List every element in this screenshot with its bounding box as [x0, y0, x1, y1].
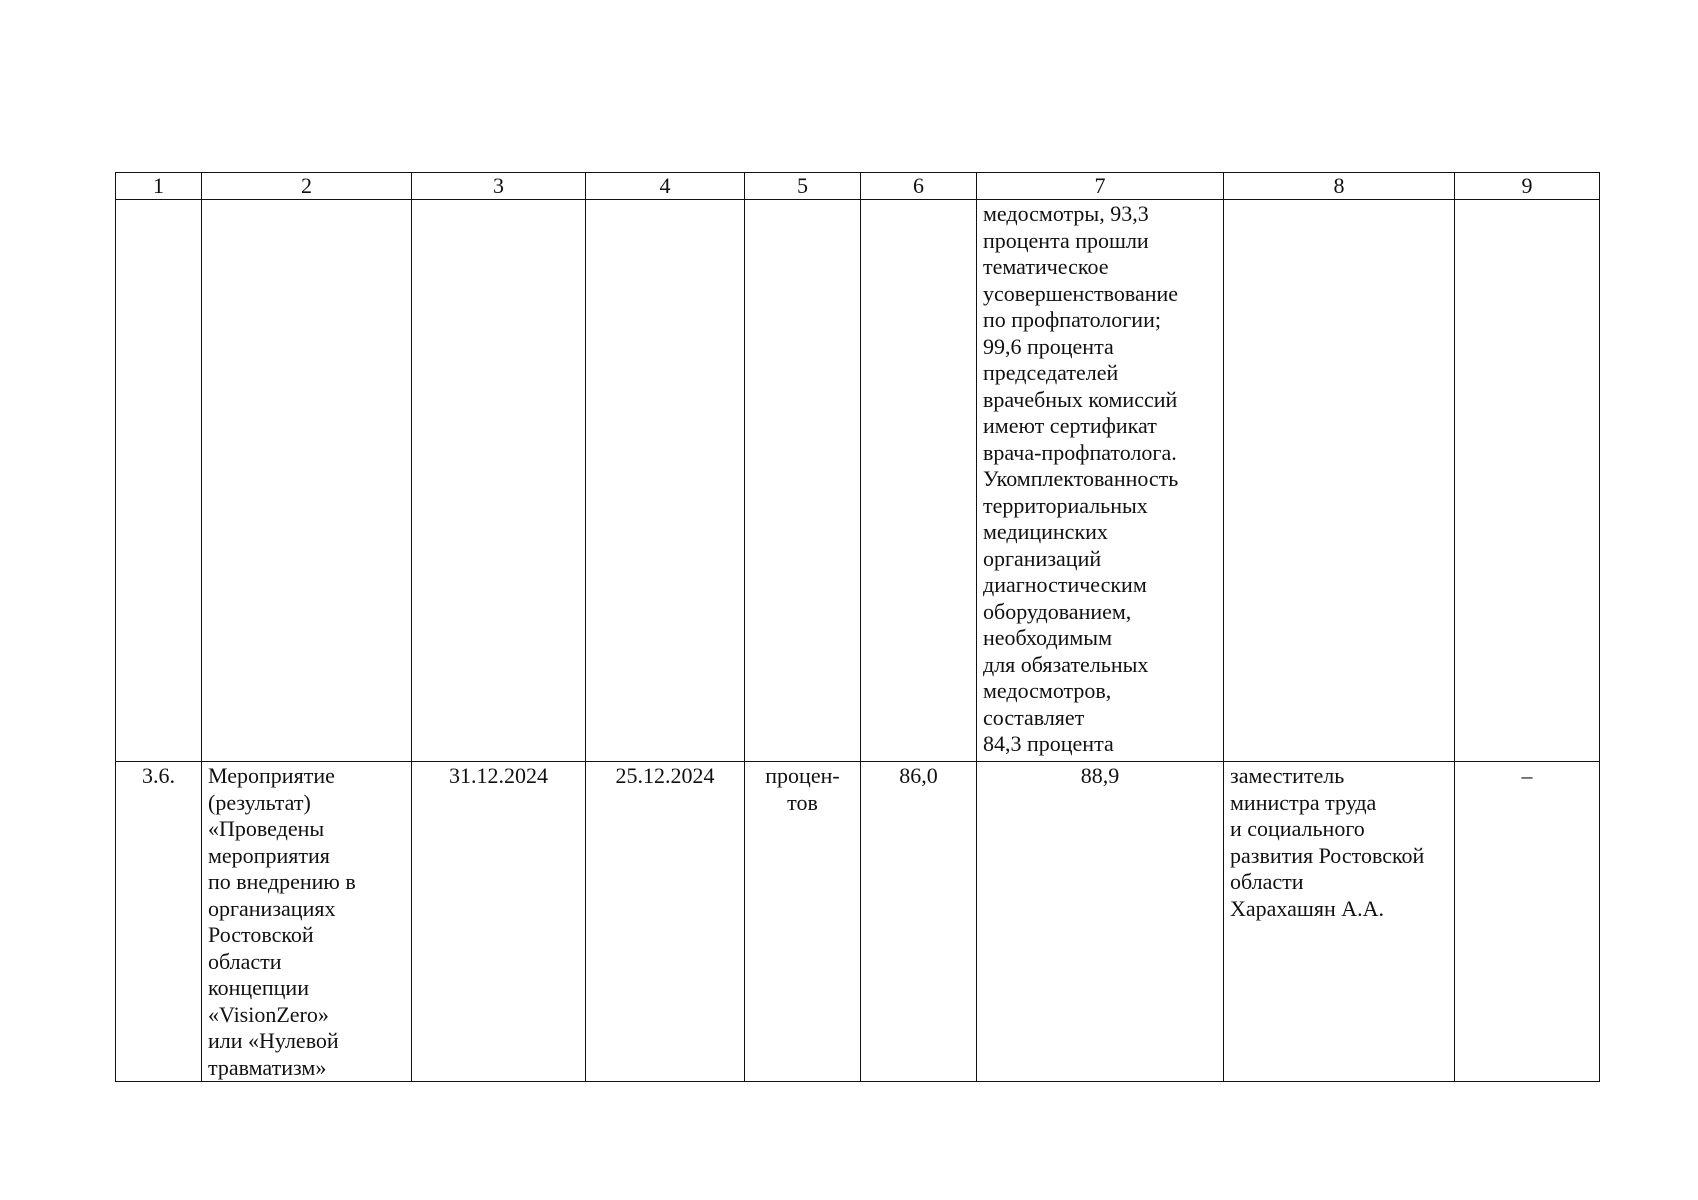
actual-value: 88,9	[977, 762, 1224, 1082]
column-number-8: 8	[1224, 173, 1455, 200]
column-number-row	[116, 173, 1600, 200]
report-table	[115, 172, 1600, 1082]
row-number: 3.6.	[116, 762, 202, 1082]
continuation-cell-3	[412, 200, 586, 762]
unit-of-measure: процен- тов	[745, 762, 861, 1082]
continuation-cell-5	[745, 200, 861, 762]
note: –	[1455, 762, 1600, 1082]
continuation-actual-result-text: медосмотры, 93,3 процента прошли тематическое усовершенствование по профпатологии; 99,6 процента председателей врачебных комиссий имеют сертификат врача-профпатолога. Укомплектованность территориальных медицинских организаций диагностическим оборудованием, необходимым для обязательных медосмотров, составляет 84,3 процента	[977, 200, 1224, 762]
continuation-cell-6	[861, 200, 977, 762]
responsible-person: заместитель министра труда и социального развития Ростовской области Харахашян А.А.	[1224, 762, 1455, 1082]
planned-date: 31.12.2024	[412, 762, 586, 1082]
continuation-cell-2	[202, 200, 412, 762]
column-number-3: 3	[412, 173, 586, 200]
actual-date: 25.12.2024	[586, 762, 745, 1082]
planned-value: 86,0	[861, 762, 977, 1082]
continuation-cell-4	[586, 200, 745, 762]
column-number-4: 4	[586, 173, 745, 200]
continuation-cell-9	[1455, 200, 1600, 762]
column-number-7: 7	[977, 173, 1224, 200]
continuation-cell-8	[1224, 200, 1455, 762]
column-number-9: 9	[1455, 173, 1600, 200]
continuation-cell-1	[116, 200, 202, 762]
column-number-5: 5	[745, 173, 861, 200]
measure-name: Мероприятие (результат) «Проведены мероприятия по внедрению в организациях Ростовской области концепции «VisionZero» или «Нулевой травматизм»	[202, 762, 412, 1082]
column-number-2: 2	[202, 173, 412, 200]
column-number-1: 1	[116, 173, 202, 200]
column-number-6: 6	[861, 173, 977, 200]
continuation-row	[116, 200, 1600, 762]
table-row-3-6	[116, 762, 1600, 1082]
